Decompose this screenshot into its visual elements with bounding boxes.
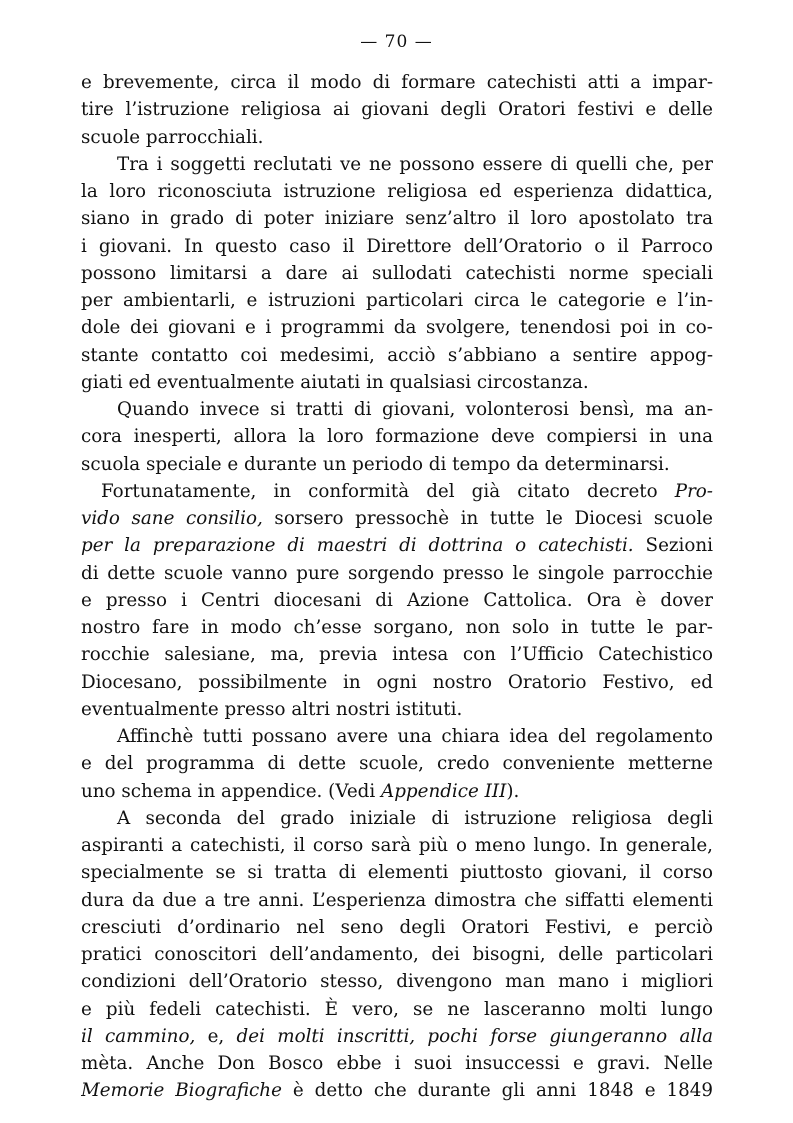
line-text: possono limitarsi a dare ai sullodati catechisti norme speciali [81, 262, 713, 284]
line-text: scuole parrocchiali. [81, 126, 264, 148]
line-text: sorsero pressochè in tutte le Diocesi scuole [262, 508, 713, 529]
italic-text: il cammino, [81, 1025, 196, 1047]
line-text: è detto che durante gli anni 1848 e 1849 [281, 1080, 713, 1102]
line-text: ). [506, 780, 520, 802]
line-text: scuola speciale e durante un periodo di tempo da determinarsi. [81, 453, 670, 475]
text-line [81, 696, 713, 723]
text-line [81, 96, 713, 123]
text-line [81, 968, 713, 995]
text-line [81, 260, 713, 287]
text-line [81, 423, 713, 450]
line-text: siano in grado di poter iniziare senz’altro il loro apostolato tra [81, 208, 713, 230]
text-line [81, 505, 713, 532]
italic-text: per la preparazione di maestri di dottrina o catechisti. [81, 535, 634, 557]
text-line [81, 205, 713, 232]
line-text: cora inesperti, allora la loro formazione deve compiersi in una [81, 426, 713, 448]
text-line [81, 587, 713, 614]
text-line [81, 396, 713, 423]
text-line [81, 996, 713, 1023]
line-text: aspiranti a catechisti, il corso sarà più o meno lungo. In generale, [81, 835, 713, 856]
text-line [81, 669, 713, 696]
italic-text: vido sane consilio, [81, 508, 263, 529]
text-line [81, 805, 713, 832]
line-text: rocchie salesiane, ma, previa intesa con l’Ufficio Catechistico [81, 644, 713, 666]
text-line [81, 859, 713, 886]
line-text: la loro riconosciuta istruzione religiosa ed esperienza didattica, [81, 181, 713, 202]
line-text: mèta. Anche Don Bosco ebbe i suoi insuccessi e gravi. Nelle [81, 1053, 713, 1074]
line-text: per ambientarli, e istruzioni particolari circa le categorie e l’in- [81, 290, 713, 311]
line-text: Affinchè tutti possano avere una chiara idea del regolamento [117, 726, 713, 747]
line-text: Diocesano, possibilmente in ogni nostro Oratorio Festivo, ed [81, 671, 713, 693]
text-line [81, 1023, 713, 1050]
line-text: Sezioni [633, 535, 713, 557]
line-text: Fortunatamente, in conformità del già citato decreto [101, 480, 675, 502]
text-line [81, 641, 713, 668]
text-line [81, 887, 713, 914]
line-text: giati ed eventualmente aiutati in qualsiasi circostanza. [81, 371, 589, 393]
text-line [81, 178, 713, 205]
line-text: dole dei giovani e i programmi da svolgere, tenendosi poi in co- [81, 317, 713, 339]
text-line [81, 614, 713, 641]
italic-text: Pro- [674, 480, 713, 502]
line-text: e brevemente, circa il modo di formare catechisti atti a impar- [81, 72, 713, 93]
line-text: e del programma di dette scuole, credo conveniente metterne [81, 753, 713, 775]
line-text: e, [195, 1025, 237, 1047]
line-text: pratici conoscitori dell’andamento, dei bisogni, delle particolari [81, 944, 713, 965]
line-text: i giovani. In questo caso il Direttore dell’Oratorio o il Parroco [81, 235, 713, 257]
text-line [81, 369, 713, 396]
italic-text: dei molti inscritti, pochi forse giungeranno alla [236, 1025, 713, 1047]
text-line [81, 560, 713, 587]
text-line [81, 151, 713, 178]
text-line [81, 778, 713, 805]
text-line [81, 941, 713, 968]
line-text: dura da due a tre anni. L’esperienza dimostra che siffatti elementi [81, 889, 713, 911]
text-line [81, 750, 713, 777]
line-text: e presso i Centri diocesani di Azione Cattolica. Ora è dover [81, 589, 713, 611]
italic-text: Appendice III [381, 780, 507, 802]
line-text: condizioni dell’Oratorio stesso, divengono man mano i migliori [81, 971, 713, 993]
line-text: stante contatto coi medesimi, acciò s’abbiano a sentire appog- [81, 344, 713, 366]
text-line [81, 832, 713, 859]
line-text: eventualmente presso altri nostri istituti. [81, 698, 463, 720]
text-line [81, 287, 713, 314]
text-line [81, 69, 713, 96]
line-text: specialmente se si tratta di elementi piuttosto giovani, il corso [81, 862, 713, 884]
text-line [81, 723, 713, 750]
line-text: di dette scuole vanno pure sorgendo presso le singole parrocchie [81, 562, 713, 584]
italic-text: Memorie Biografiche [81, 1080, 282, 1102]
page-number: — 70 — [360, 32, 433, 52]
text-line [81, 314, 713, 341]
text-line [81, 532, 713, 559]
text-line [81, 342, 713, 369]
line-text: tire l’istruzione religiosa ai giovani degli Oratori festivi e delle [81, 99, 713, 121]
line-text: nostro fare in modo ch’esse sorgano, non solo in tutte le par- [81, 617, 713, 638]
text-line [81, 1050, 713, 1077]
line-text: A seconda del grado iniziale di istruzione religiosa degli [117, 807, 713, 829]
text-line [81, 124, 713, 151]
line-text: uno schema in appendice. (Vedi [81, 780, 382, 802]
text-line [81, 914, 713, 941]
body-text [81, 69, 713, 1105]
line-text: Quando invece si tratti di giovani, volonterosi bensì, ma an- [117, 399, 713, 420]
text-line [81, 233, 713, 260]
text-line [81, 451, 713, 478]
text-line [81, 1077, 713, 1104]
text-line [81, 478, 713, 505]
line-text: cresciuti d’ordinario nel seno degli Oratori Festivi, e perciò [81, 916, 713, 938]
line-text: Tra i soggetti reclutati ve ne possono essere di quelli che, per [117, 153, 713, 175]
line-text: e più fedeli catechisti. È vero, se ne lasceranno molti lungo [81, 998, 713, 1020]
